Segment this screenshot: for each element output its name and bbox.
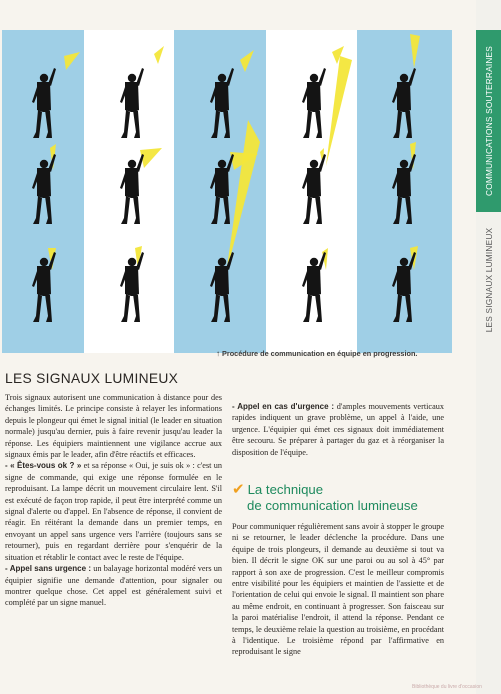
lamp-beam — [64, 52, 80, 70]
technique-paragraph: Pour communiquer régulièrement sans avoir à stopper le groupe ni se retourner, le leader déclenche la procédure. Dans une équipe de trois plongeurs, il demande au deuxième si tout va bien. Il décrit le signe OK sur une paroi ou au sol à 45° par rapport à son axe de progression. C'est le meilleur compromis entre visibilité pour les équipiers et maintien de l'assiette et de l'orientation de celui qui envoie le signal. Il maintient son phare au même endroit, en continuant à progresser. Son faisceau sur la paroi matérialise l'endroit, il attend la réponse. Pendant ce temps, le deuxième relaie la question au troisième, en procédant à l'identique. Le troisième répond par l'affirmative en reproduisant le signe — [232, 522, 444, 657]
figure-caption-text: Procédure de communication en équipe en progression. — [222, 349, 418, 358]
diver-signals-illustration — [2, 30, 452, 353]
diver-silhouette — [302, 148, 326, 224]
diver-silhouette — [392, 142, 416, 224]
diver-silhouette — [392, 246, 418, 322]
signal-call-lead: - Appel sans urgence : — [5, 564, 92, 574]
diver-silhouette — [32, 144, 56, 224]
figure-caption — [216, 349, 456, 358]
technique-heading-line1: La technique — [247, 482, 324, 497]
signal-urgent-paragraph — [232, 401, 444, 458]
signal-ok-paragraph — [5, 460, 222, 563]
lamp-beam — [226, 120, 260, 274]
diver-silhouette — [120, 148, 162, 224]
chapter-tab — [476, 30, 501, 212]
technique-heading — [232, 482, 418, 513]
checkmark-icon: ✔ — [232, 481, 245, 498]
left-column — [5, 392, 222, 609]
signal-urgent-text: d'amples mouvements verticaux rapides indiquent un grave problème, un appel à l'aide, une urgence. L'équipier qui émet ces signaux doit immédiatement être secouru. Se préparer à partager du gaz et à réorganiser la disposition de l'équipe. — [232, 402, 444, 457]
signal-urgent-lead: - Appel en cas d'urgence : — [232, 402, 335, 411]
diver-silhouette — [392, 34, 420, 138]
intro-paragraph: Trois signaux autorisent une communication à distance pour des échanges limités. Le principe consiste à relayer les informations depuis le plongeur qui émet le signal initial (le leader en situation normale) jusqu'au dernier, puis à faire revenir jusqu'au leader la réponse. Les équipiers maintiennent une vigilance accrue aux signaux émis par le leader, afin d'être réactifs et efficaces. — [5, 393, 222, 460]
signal-ok-text: et sa réponse « Oui, je suis ok » : c'est un signe de commande, qui exige une réponse formulée en le reproduisant. La lampe décrit un mouvement circulaire lent. S'il est exécuté de façon trop rapide, il peut être interprété comme un signal d'alerte ou d'appel. En l'absence de réponse, il convient de réagir. En réitérant la demande dans un premier temps, en envoyant un appel sans urgence vers l'arrière (toujours sans se retourner), puis en regardant derrière pour s'enquérir de la situation et rétablir le contact avec le reste de l'équipe. — [5, 461, 222, 562]
lamp-beam — [326, 56, 352, 166]
arrow-up-icon: ↑ — [216, 349, 220, 358]
diver-silhouette — [120, 246, 144, 322]
diver-silhouette — [302, 248, 328, 322]
diver-silhouette — [210, 120, 260, 322]
section-tab-label: LES SIGNAUX LUMINEUX — [483, 227, 494, 333]
right-column — [232, 401, 444, 458]
technique-heading-line2: de communication lumineuse — [247, 497, 418, 513]
chapter-tab-label: COMMUNICATIONS SOUTERRAINES — [483, 46, 494, 196]
section-tab — [476, 215, 501, 345]
signal-call-text: un balayage horizontal modéré vers un équipier signifie une demande d'attention, pour signaler ou montrer quelque chose. Cet appel est généralement suivi et complété par un signe manuel. — [5, 564, 223, 608]
section-title: LES SIGNAUX LUMINEUX — [5, 371, 179, 386]
signal-ok-lead: - « Êtes-vous ok ? » — [5, 461, 82, 471]
diver-silhouette — [32, 248, 56, 322]
chapter-side-tab — [476, 0, 501, 694]
lamp-beam — [154, 46, 164, 64]
communication-procedure-figure — [2, 30, 452, 353]
lamp-beam — [140, 148, 162, 168]
technique-column — [232, 521, 444, 658]
watermark: Bibliothèque du livre d'occasion — [412, 684, 482, 690]
diver-silhouette — [120, 46, 164, 138]
lamp-beam — [240, 50, 254, 72]
lamp-beam — [410, 34, 420, 68]
diver-silhouette — [32, 52, 80, 138]
signal-call-paragraph — [5, 563, 222, 609]
